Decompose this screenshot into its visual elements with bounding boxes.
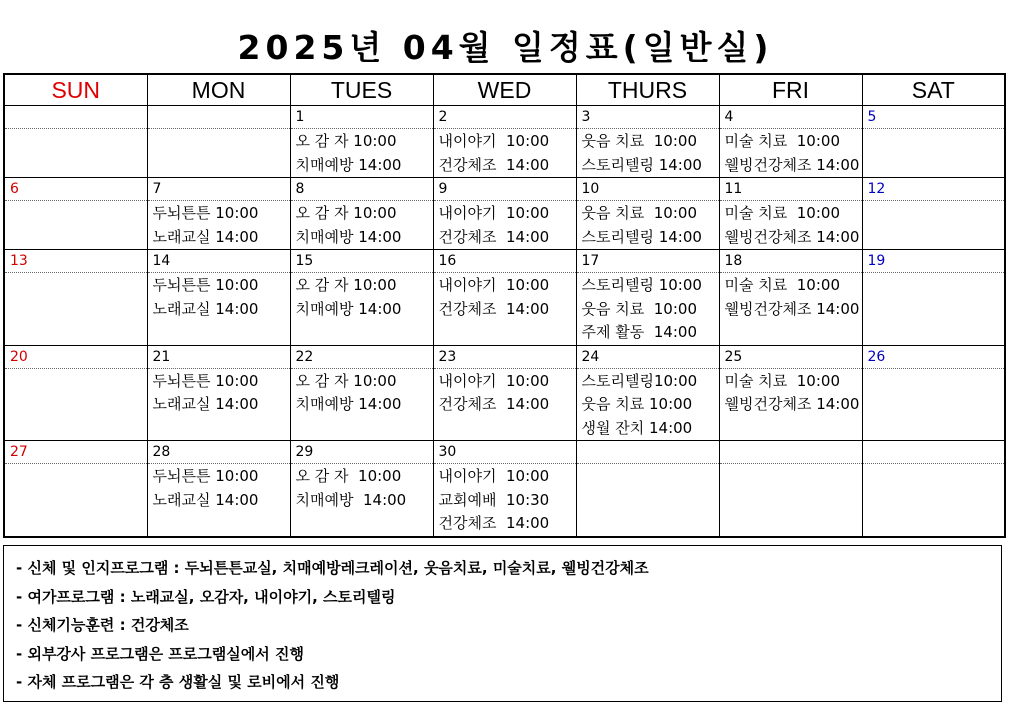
date-cell: 20 — [4, 345, 147, 368]
week-activity-row — [4, 201, 1005, 250]
activity-cell — [576, 201, 719, 250]
activity-cell — [862, 201, 1005, 250]
week-activity-row — [4, 273, 1005, 346]
activity-cell — [576, 368, 719, 441]
activity-cell — [433, 129, 576, 178]
activity-cell — [433, 464, 576, 537]
activity-entry: 치매예방 14:00 — [295, 227, 402, 246]
activity-entry: 웃음 치료 10:00 — [581, 395, 693, 413]
activity-entry: 교회예배 10:30 — [438, 490, 550, 509]
activity-cell — [433, 201, 576, 250]
date-cell — [719, 441, 862, 464]
activity-entry: 두뇌튼튼 10:00 — [152, 467, 259, 485]
activity-cell — [862, 464, 1005, 537]
activity-cell — [719, 129, 862, 178]
week-date-row — [4, 345, 1005, 368]
activity-cell — [433, 273, 576, 346]
activity-entry: 노래교실 14:00 — [152, 395, 259, 413]
activity-cell — [147, 368, 290, 441]
activity-entry: 웰빙건강체조 14:00 — [724, 227, 860, 246]
date-cell: 11 — [719, 178, 862, 201]
activity-cell — [862, 368, 1005, 441]
activity-entry: 스토리텔링 14:00 — [581, 155, 702, 174]
week-date-row — [4, 106, 1005, 129]
date-cell — [147, 106, 290, 129]
activity-cell — [4, 368, 147, 441]
weekday-sat: SAT — [862, 74, 1005, 106]
date-cell: 3 — [576, 106, 719, 129]
week-date-row — [4, 178, 1005, 201]
date-cell: 13 — [4, 250, 147, 273]
date-cell: 5 — [862, 106, 1005, 129]
activity-entry: 건강체조 14:00 — [438, 395, 550, 413]
weekday-wed: WED — [433, 74, 576, 106]
date-cell: 9 — [433, 178, 576, 201]
activity-entry: 웰빙건강체조 14:00 — [724, 299, 860, 318]
note-line: - 신체 및 인지프로그램 : 두뇌튼튼교실, 치매예방레크레이션, 웃음치료, 미술치료, 웰빙건강체조 — [16, 559, 649, 577]
date-cell: 22 — [290, 345, 433, 368]
note-line: - 신체기능훈련 : 건강체조 — [16, 616, 189, 634]
date-cell — [4, 106, 147, 129]
activity-entry: 내이야기 10:00 — [438, 371, 550, 390]
activity-entry: 웃음 치료 10:00 — [581, 132, 697, 150]
activity-entry: 오 감 자 10:00 — [295, 371, 397, 390]
activity-cell — [433, 368, 576, 441]
activity-entry: 미술 치료 10:00 — [724, 371, 840, 390]
activity-cell — [290, 273, 433, 346]
activity-entry: 내이야기 10:00 — [438, 276, 550, 294]
activity-entry: 건강체조 14:00 — [438, 155, 550, 174]
date-cell: 18 — [719, 250, 862, 273]
weekday-fri: FRI — [719, 74, 862, 106]
date-cell: 8 — [290, 178, 433, 201]
date-cell: 4 — [719, 106, 862, 129]
activity-entry: 노래교실 14:00 — [152, 299, 259, 318]
activity-entry: 두뇌튼튼 10:00 — [152, 276, 259, 294]
activity-cell — [147, 129, 290, 178]
date-cell: 10 — [576, 178, 719, 201]
activity-entry: 치매예방 14:00 — [295, 395, 402, 413]
activity-entry: 주제 활동 14:00 — [581, 323, 697, 341]
activity-cell — [719, 201, 862, 250]
week-activity-row — [4, 129, 1005, 178]
date-cell: 29 — [290, 441, 433, 464]
date-cell: 7 — [147, 178, 290, 201]
activity-cell — [576, 464, 719, 537]
weekday-sun: SUN — [4, 74, 147, 106]
date-cell: 19 — [862, 250, 1005, 273]
activity-cell — [719, 368, 862, 441]
activity-cell — [290, 368, 433, 441]
note-line: - 여가프로그램 : 노래교실, 오감자, 내이야기, 스토리텔링 — [16, 587, 396, 606]
activity-entry: 노래교실 14:00 — [152, 227, 259, 246]
date-cell: 14 — [147, 250, 290, 273]
activity-entry: 오 감 자 10:00 — [295, 204, 397, 222]
activity-cell — [4, 464, 147, 537]
date-cell: 25 — [719, 345, 862, 368]
activity-entry: 오 감 자 10:00 — [295, 467, 402, 485]
weekday-header-row — [4, 74, 1005, 106]
date-cell — [862, 441, 1005, 464]
activity-entry: 스토리텔링10:00 — [581, 371, 698, 390]
activity-cell — [4, 201, 147, 250]
activity-entry: 치매예방 14:00 — [295, 490, 407, 509]
activity-entry: 내이야기 10:00 — [438, 132, 550, 150]
week-activity-row — [4, 464, 1005, 537]
activity-entry: 치매예방 14:00 — [295, 155, 402, 174]
date-cell: 15 — [290, 250, 433, 273]
activity-entry: 두뇌튼튼 10:00 — [152, 204, 259, 222]
weekday-thu: THURS — [576, 74, 719, 106]
activity-entry: 치매예방 14:00 — [295, 299, 402, 318]
activity-entry: 내이야기 10:00 — [438, 204, 550, 222]
activity-cell — [862, 273, 1005, 346]
activity-entry: 미술 치료 10:00 — [724, 276, 840, 294]
date-cell: 30 — [433, 441, 576, 464]
activity-entry: 두뇌튼튼 10:00 — [152, 371, 259, 390]
activity-cell — [4, 273, 147, 346]
notes-box — [3, 545, 1002, 702]
activity-cell — [290, 464, 433, 537]
note-line: - 자체 프로그램은 각 층 생활실 및 로비에서 진행 — [16, 673, 340, 691]
date-cell: 16 — [433, 250, 576, 273]
activity-entry: 미술 치료 10:00 — [724, 204, 840, 222]
activity-entry: 웰빙건강체조 14:00 — [724, 155, 860, 174]
activity-cell — [4, 129, 147, 178]
week-date-row — [4, 441, 1005, 464]
activity-entry: 내이야기 10:00 — [438, 467, 550, 485]
activity-entry: 오 감 자 10:00 — [295, 132, 397, 150]
activity-cell — [290, 129, 433, 178]
activity-entry: 웃음 치료 10:00 — [581, 299, 697, 318]
date-cell: 1 — [290, 106, 433, 129]
activity-cell — [147, 201, 290, 250]
activity-cell — [576, 129, 719, 178]
date-cell: 6 — [4, 178, 147, 201]
activity-cell — [290, 201, 433, 250]
date-cell: 26 — [862, 345, 1005, 368]
date-cell: 27 — [4, 441, 147, 464]
activity-entry: 오 감 자 10:00 — [295, 276, 397, 294]
date-cell: 2 — [433, 106, 576, 129]
weekday-tue: TUES — [290, 74, 433, 106]
activity-cell — [719, 464, 862, 537]
activity-cell — [576, 273, 719, 346]
activity-entry: 스토리텔링 14:00 — [581, 227, 702, 246]
weekday-mon: MON — [147, 74, 290, 106]
date-cell — [576, 441, 719, 464]
date-cell: 12 — [862, 178, 1005, 201]
activity-entry: 건강체조 14:00 — [438, 299, 550, 318]
note-line: - 외부강사 프로그램은 프로그램실에서 진행 — [16, 644, 304, 663]
activity-cell — [147, 464, 290, 537]
activity-entry: 건강체조 14:00 — [438, 227, 550, 246]
activity-cell — [147, 273, 290, 346]
page-title: 2025년 04월 일정표(일반실) — [237, 28, 774, 67]
date-cell: 24 — [576, 345, 719, 368]
activity-cell — [719, 273, 862, 346]
activity-entry: 건강체조 14:00 — [438, 514, 550, 532]
activity-entry: 스토리텔링 10:00 — [581, 276, 702, 294]
activity-cell — [862, 129, 1005, 178]
week-date-row — [4, 250, 1005, 273]
date-cell: 23 — [433, 345, 576, 368]
activity-entry: 미술 치료 10:00 — [724, 132, 840, 150]
week-activity-row — [4, 368, 1005, 441]
activity-entry: 노래교실 14:00 — [152, 490, 259, 509]
date-cell: 21 — [147, 345, 290, 368]
calendar-table — [3, 73, 1006, 538]
date-cell: 28 — [147, 441, 290, 464]
activity-entry: 웰빙건강체조 14:00 — [724, 395, 860, 413]
activity-entry: 생월 잔치 14:00 — [581, 418, 693, 437]
date-cell: 17 — [576, 250, 719, 273]
activity-entry: 웃음 치료 10:00 — [581, 204, 697, 222]
